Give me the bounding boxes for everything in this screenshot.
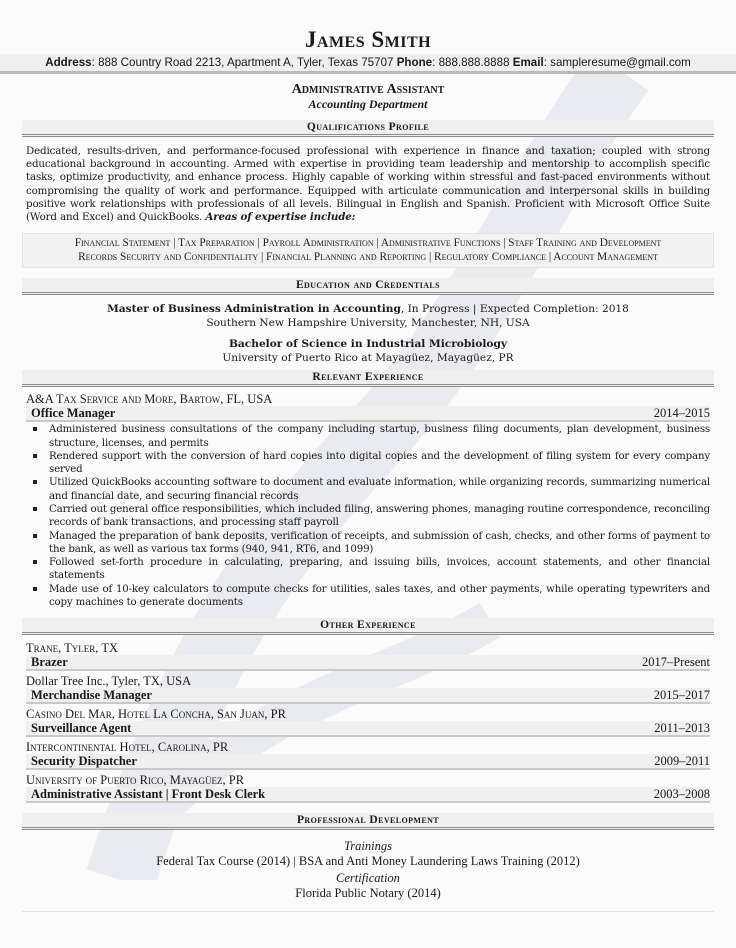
role-row (26, 754, 710, 770)
school-name: University of Puerto Rico at Mayagüez, Mayagüez, PR (222, 351, 514, 364)
section-education-heading: Education and Credentials (22, 278, 714, 295)
phone-label: Phone (396, 56, 433, 69)
email-label: Email (512, 56, 544, 69)
role-row (26, 688, 710, 704)
role-dates: 2015–2017 (653, 688, 710, 703)
role-row (26, 406, 710, 422)
company-name: Casino Del Mar, Hotel La Concha, San Juan, PR (26, 707, 286, 722)
role-dates: 2011–2013 (654, 721, 710, 736)
education-entry (0, 338, 736, 365)
list-item: Rendered support with the conversion of hard copies into digital copies and the development of filing system for every company served (26, 450, 710, 477)
role-title: Security Dispatcher (31, 754, 137, 769)
address-label: Address (45, 56, 92, 69)
section-relevant-experience-heading: Relevant Experience (22, 370, 714, 387)
education-entry (0, 303, 736, 330)
role-row (26, 787, 710, 803)
list-item: Managed the preparation of bank deposits, verification of receipts, and submission of cash, checks, and other forms of payment to the bank, as well as various tax forms (940, 941, RT6, and 1099) (26, 530, 710, 557)
role-title: Office Manager (31, 406, 116, 421)
end-divider (22, 911, 714, 912)
professional-development (0, 839, 736, 901)
role-dates: 2017–Present (641, 655, 710, 670)
experience-entry (26, 641, 710, 671)
address-value: 888 Country Road 2213, Apartment A, Tyler, Texas 75707 (98, 56, 394, 69)
list-item: Made use of 10-key calculators to compute checks for utilities, sales taxes, and other payments, while operating typewriters and copy machines to generate documents (26, 583, 710, 610)
certification-label: Certification (336, 871, 400, 886)
certification-value: Florida Public Notary (2014) (295, 886, 441, 901)
skills-box (22, 233, 714, 268)
experience-entry (26, 707, 710, 737)
company-name: A&A Tax Service and More, Bartow, FL, USA (26, 392, 273, 407)
contact-bar: Address: 888 Country Road 2213, Apartment A, Tyler, Texas 75707 Phone: 888.888.8888 Email: sampleresume@gmail.com (0, 54, 736, 74)
company-name: Dollar Tree Inc., Tyler, TX, USA (26, 674, 192, 689)
section-qualifications-heading: Qualifications Profile (22, 120, 714, 137)
degree-status: , In Progress | Expected Completion: 2018 (400, 303, 629, 316)
job-department: Accounting Department (308, 97, 428, 111)
trainings-list: Federal Tax Course (2014) | BSA and Anti Money Laundering Laws Training (2012) (156, 854, 580, 869)
company-name: Intercontinental Hotel, Carolina, PR (26, 740, 229, 755)
profile-text: Dedicated, results-driven, and performance-focused professional with experience in finance and taxation; coupled with strong educational background in accounting. Armed with expertise in providing team leadership and mentorship to accomplish specific tasks, optimize productivity, and enhance process. Highly capable of working within stressful and fast-paced environments without compromising the quality of work and performance. Equipped with articulate communication and interpersonal skills in building positive work relationships with professionals of all levels. Bilingual in English and Spanish. Proficient with Microsoft Office Suite (Word and Excel) and QuickBooks. (26, 145, 710, 224)
expertise-lead: Areas of expertise include: (205, 211, 356, 224)
role-title: Brazer (31, 655, 68, 670)
role-dates: 2014–2015 (653, 406, 710, 421)
role-title: Administrative Assistant | Front Desk Clerk (31, 787, 266, 802)
skills-line-1: Financial Statement | Tax Preparation | Payroll Administration | Administrative Functions | Staff Training and Development (74, 237, 662, 250)
list-item: Administered business consultations of the company including startup, business filing documents, plan development, business structure, licenses, and permits (26, 423, 710, 450)
role-title: Surveillance Agent (31, 721, 132, 736)
experience-entry (26, 740, 710, 770)
phone-value: 888.888.8888 (438, 56, 510, 69)
company-name: University of Puerto Rico, Mayagüez, PR (26, 773, 245, 788)
qualifications-profile (26, 145, 710, 224)
role-dates: 2003–2008 (653, 787, 710, 802)
list-item: Followed set-forth procedure in calculating, preparing, and issuing bills, invoices, account statements, and other financial statements (26, 556, 710, 583)
candidate-name: James Smith (304, 27, 432, 52)
role-dates: 2009–2011 (654, 754, 710, 769)
degree-name: Bachelor of Science in Industrial Microbiology (228, 338, 508, 351)
list-item: Carried out general office responsibilities, which included filing, answering phones, managing routine correspondence, reconciling records of bank transactions, and processing staff payroll (26, 503, 710, 530)
section-other-experience-heading: Other Experience (22, 618, 714, 635)
responsibilities-list (26, 423, 710, 609)
school-name: Southern New Hampshire University, Manchester, NH, USA (206, 316, 530, 329)
skills-line-2: Records Security and Confidentiality | Financial Planning and Reporting | Regulatory Compliance | Account Management (78, 251, 658, 264)
experience-entry (26, 773, 710, 803)
company-name: Trane, Tyler, TX (26, 641, 118, 656)
role-row (26, 721, 710, 737)
role-row (26, 655, 710, 671)
degree-name: Master of Business Administration in Accounting (107, 303, 401, 316)
email-value[interactable]: sampleresume@gmail.com (550, 56, 691, 69)
experience-entry (26, 392, 710, 609)
role-title: Merchandise Manager (31, 688, 152, 703)
list-item: Utilized QuickBooks accounting software to document and evaluate information, while organizing records, summarizing numerical and financial date, and securing financial records (26, 476, 710, 503)
experience-entry (26, 674, 710, 704)
section-professional-development-heading: Professional Development (22, 813, 714, 830)
job-title: Administrative Assistant (291, 82, 445, 97)
trainings-label: Trainings (344, 839, 392, 854)
